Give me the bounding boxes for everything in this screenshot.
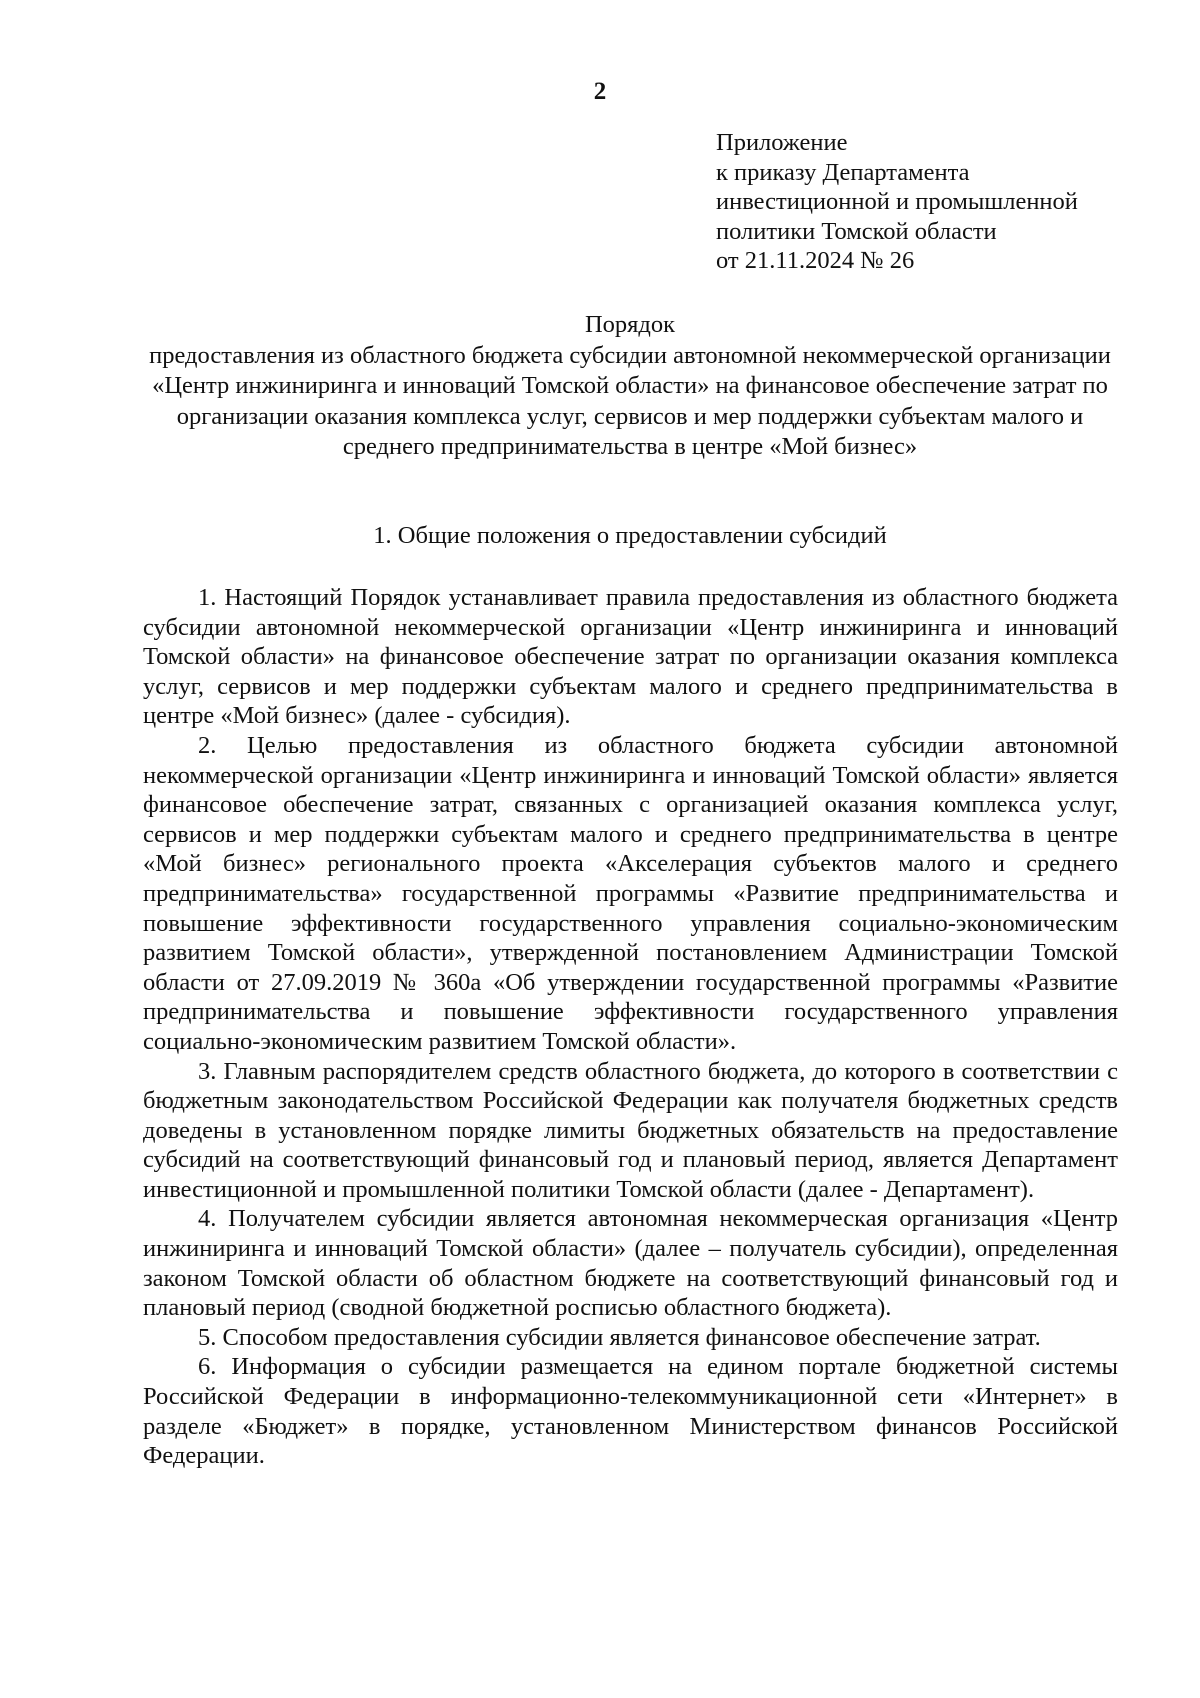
paragraph: 3. Главным распорядителем средств областного бюджета, до которого в соответствии с бюджетным законодательством Российской Федерации как получателя бюджетных средств доведены в установленном порядке лимиты бюджетных обязательств на предоставление субсидий на соответствующий финансовый год и плановый период, является Департамент инвестиционной и промышленной политики Томской области (далее - Департамент). [143,1057,1118,1203]
document-subtitle: предоставления из областного бюджета субсидии автономной некоммерческой организации «Центр инжиниринга и инноваций Томской области» на финансовое обеспечение затрат по организации оказания комплекса услуг, сервисов и мер поддержки субъектам малого и среднего предпринимательства в центре «Мой бизнес» [149,341,1111,460]
appendix-line: от 21.11.2024 № 26 [716,247,915,274]
paragraph: 1. Настоящий Порядок устанавливает правила предоставления из областного бюджета субсидии автономной некоммерческой организации «Центр инжиниринга и инноваций Томской области» на финансовое обеспечение затрат по организации оказания комплекса услуг, сервисов и мер поддержки субъектам малого и среднего предпринимательства в центре «Мой бизнес» (далее - субсидия). [143,584,1118,730]
appendix-line: к приказу Департамента [716,158,970,186]
document-title: Порядок [584,311,676,338]
appendix-line: политики Томской области [716,217,997,245]
paragraph: 6. Информация о субсидии размещается на едином портале бюджетной системы Российской Федерации в информационно-телекоммуникационной сети «Интернет» в разделе «Бюджет» в порядке, установленном Министерством финансов Российской Федерации. [143,1353,1118,1470]
page-number: 2 [593,78,607,105]
appendix-block [716,128,1156,276]
paragraph: 5. Способом предоставления субсидии является финансовое обеспечение затрат. [198,1323,1041,1351]
appendix-line: инвестиционной и промышленной [716,188,1078,215]
appendix-line: Приложение [716,129,848,156]
document-title-block [140,310,1120,463]
paragraph: 4. Получателем субсидии является автономная некоммерческая организация «Центр инжиниринга и инноваций Томской области» (далее – получатель субсидии), определенная законом Томской области об областном бюджете на соответствующий финансовый год и плановый период (сводной бюджетной росписью областного бюджета). [143,1205,1118,1322]
document-body [143,583,1118,1471]
section-heading: 1. Общие положения о предоставлении субсидий [373,522,887,549]
paragraph: 2. Целью предоставления из областного бюджета субсидии автономной некоммерческой организации «Центр инжиниринга и инноваций Томской области» является финансовое обеспечение затрат, связанных с организацией оказания комплекса услуг, сервисов и мер поддержки субъектам малого и среднего предпринимательства в центре «Мой бизнес» регионального проекта «Акселерация субъектов малого и среднего предпринимательства» государственной программы «Развитие предпринимательства и повышение эффективности государственного управления социально-экономическим развитием Томской области», утвержденной постановлением Администрации Томской области от 27.09.2019 № 360а «Об утверждении государственной программы «Развитие предпринимательства и повышение эффективности государственного управления социально-экономическим развитием Томской области». [143,731,1118,1055]
